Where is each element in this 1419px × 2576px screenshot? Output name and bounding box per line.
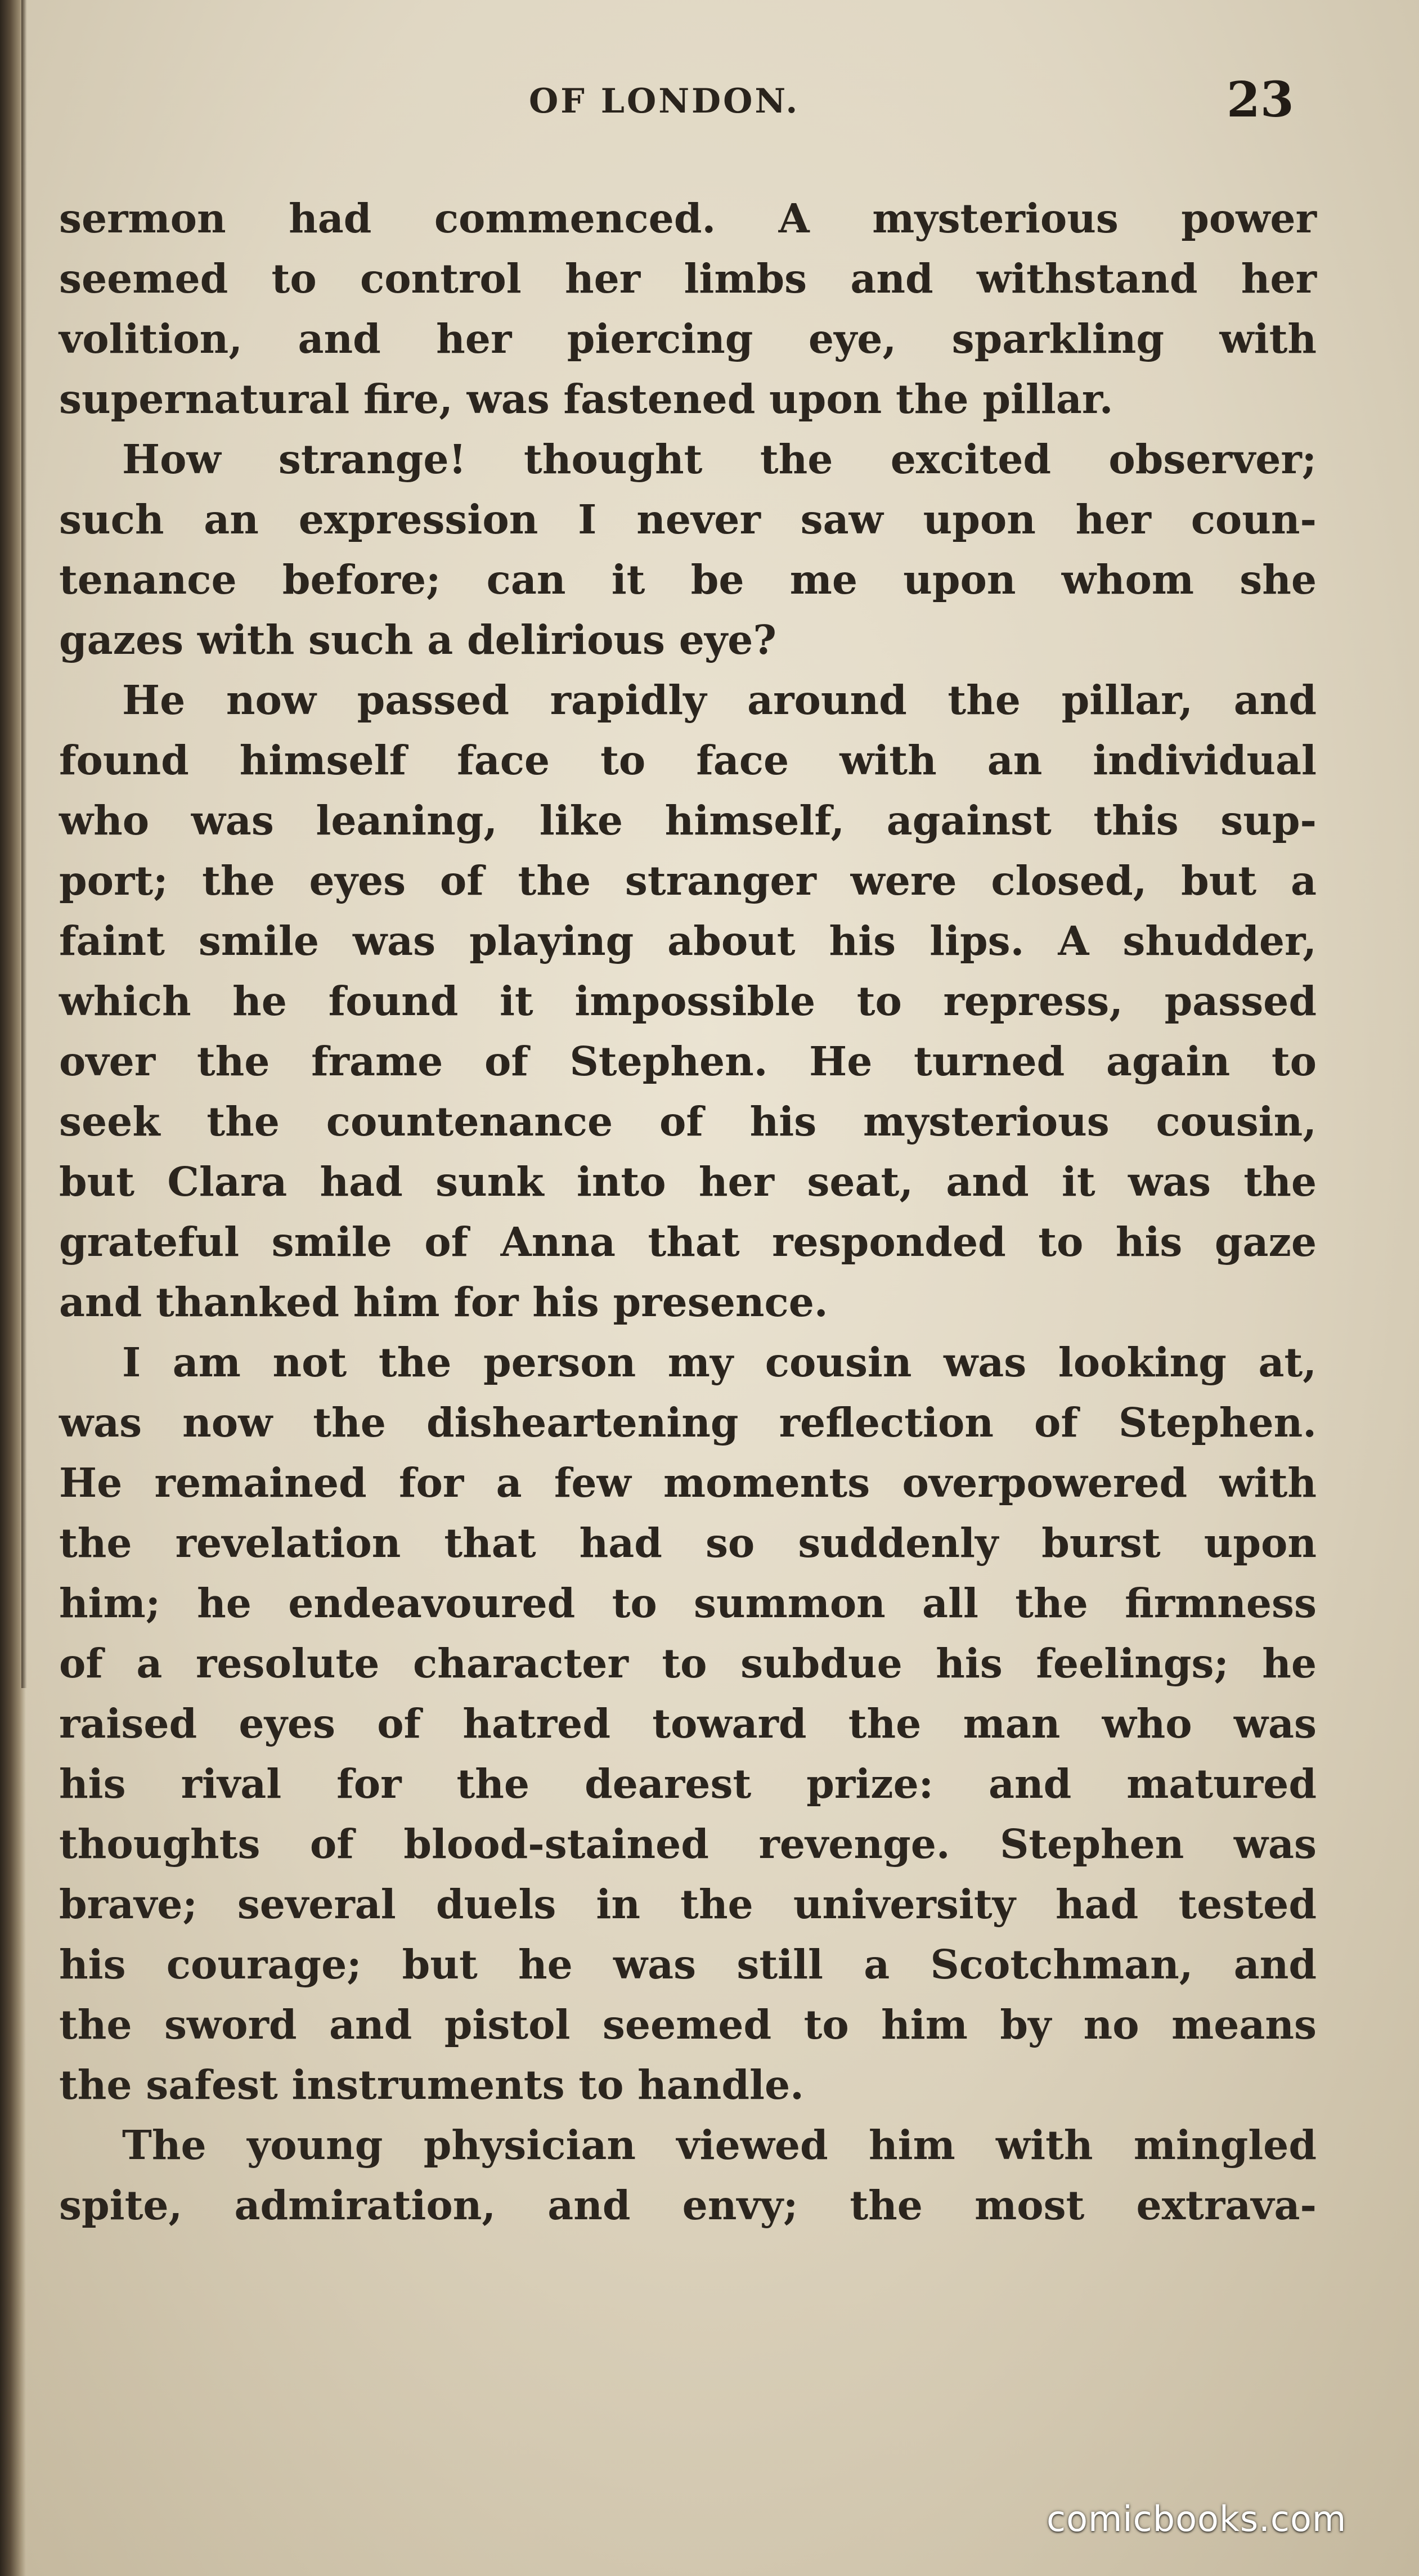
text-line: gazes with such a delirious eye? — [59, 616, 776, 663]
text-line: thoughts of blood-stained revenge. Stephen was — [59, 1820, 1317, 1868]
running-head — [0, 71, 1419, 128]
text-line: port; the eyes of the stranger were closed, but a — [59, 857, 1317, 904]
text-line: him; he endeavoured to summon all the firmness — [59, 1579, 1317, 1627]
text-line: over the frame of Stephen. He turned again to — [59, 1038, 1317, 1085]
text-line: grateful smile of Anna that responded to his gaze — [59, 1218, 1317, 1265]
text-line: seek the countenance of his mysterious cousin, — [59, 1098, 1317, 1145]
text-line: found himself face to face with an individual — [59, 737, 1317, 784]
text-line: seemed to control her limbs and withstand her — [59, 255, 1317, 302]
text-line: raised eyes of hatred toward the man who was — [59, 1700, 1317, 1747]
text-line: but Clara had sunk into her seat, and it was the — [59, 1158, 1317, 1205]
text-line: brave; several duels in the university had tested — [59, 1881, 1317, 1928]
body-text — [59, 189, 1317, 2236]
text-line: his courage; but he was still a Scotchman, and — [59, 1941, 1317, 1988]
text-line: such an expression I never saw upon her coun- — [59, 496, 1317, 543]
text-line: the sword and pistol seemed to him by no means — [59, 2001, 1317, 2048]
text-line: his rival for the dearest prize: and matured — [59, 1760, 1317, 1807]
text-line: which he found it impossible to repress, passed — [59, 977, 1317, 1025]
running-head-title: OF LONDON. — [529, 82, 800, 121]
text-line: How strange! thought the excited observer; — [122, 436, 1317, 483]
text-line: faint smile was playing about his lips. A shudder, — [59, 917, 1317, 964]
text-line: sermon had commenced. A mysterious power — [59, 195, 1317, 242]
text-line: supernatural fire, was fastened upon the pillar. — [59, 375, 1113, 423]
text-line: and thanked him for his presence. — [59, 1278, 828, 1326]
text-line: of a resolute character to subdue his feelings; he — [59, 1640, 1317, 1687]
watermark: comicbooks.com — [1047, 2498, 1347, 2539]
text-line: the safest instruments to handle. — [59, 2061, 804, 2108]
page-number: 23 — [1227, 71, 1294, 128]
text-line: He remained for a few moments overpowered with — [59, 1459, 1317, 1506]
text-line: volition, and her piercing eye, sparkling with — [59, 315, 1317, 362]
text-line: who was leaning, like himself, against this sup- — [59, 797, 1317, 844]
text-line: The young physician viewed him with mingled — [122, 2121, 1317, 2169]
text-line: was now the disheartening reflection of Stephen. — [59, 1399, 1317, 1446]
text-line: He now passed rapidly around the pillar, and — [122, 676, 1317, 724]
binding-shadow — [21, 0, 27, 1688]
text-line: spite, admiration, and envy; the most extrava- — [59, 2182, 1317, 2229]
text-line: the revelation that had so suddenly burst upon — [59, 1519, 1317, 1567]
text-line: I am not the person my cousin was looking at, — [122, 1339, 1317, 1386]
text-line: tenance before; can it be me upon whom she — [59, 556, 1317, 603]
